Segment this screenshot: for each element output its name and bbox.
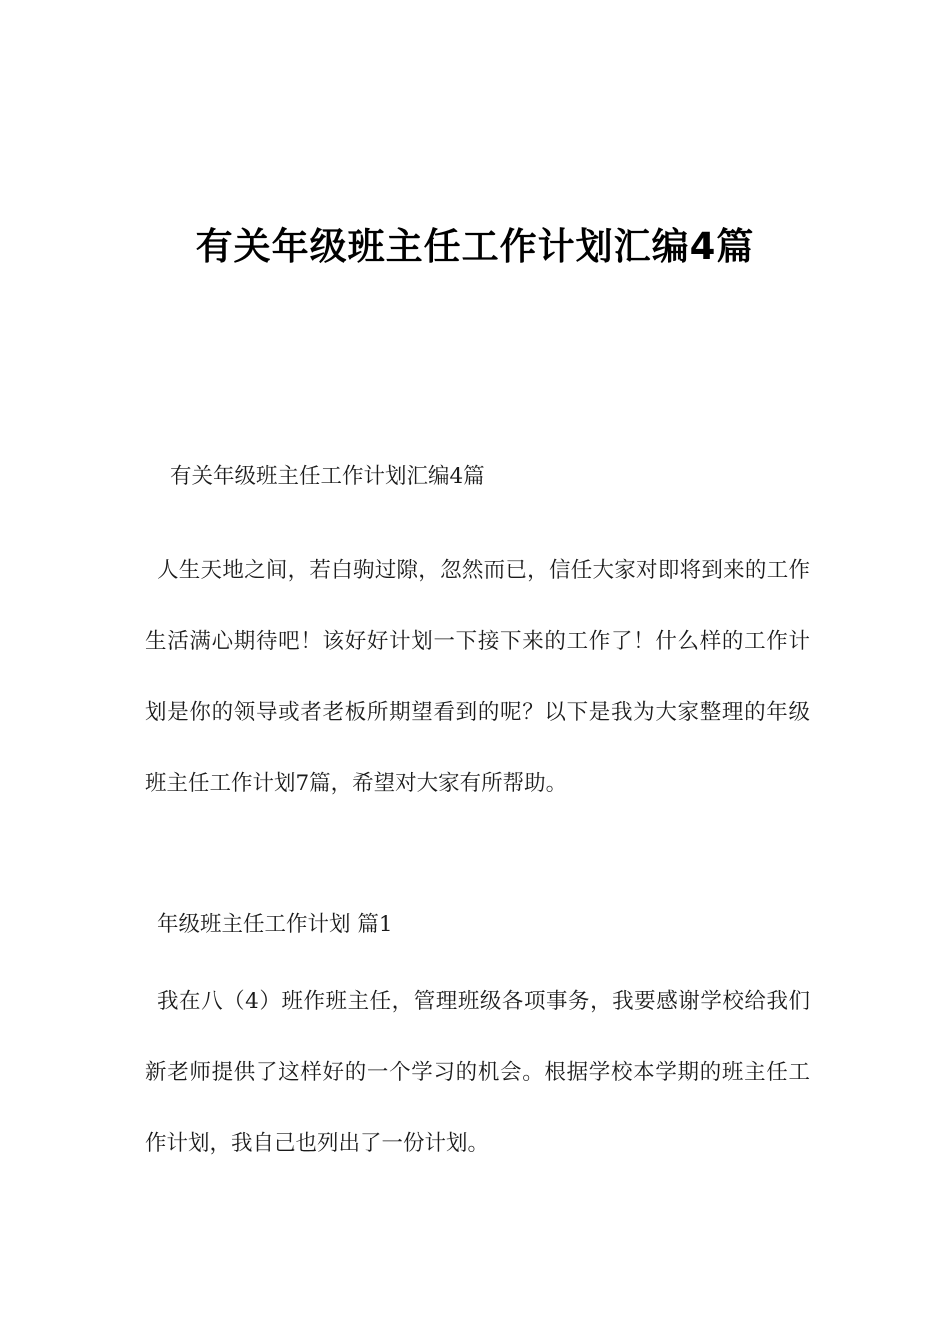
section-paragraph: 我在八（4）班作班主任，管理班级各项事务，我要感谢学校给我们新老师提供了这样好的一个学习的机会。根据学校本学期的班主任工作计划，我自己也列出了一份计划。 [145,989,810,1156]
document-title: 有关年级班主任工作计划汇编4篇 [195,225,755,268]
intro-paragraph: 人生天地之间，若白驹过隙，忽然而已，信任大家对即将到来的工作生活满心期待吧！该好好计划一下接下来的工作了！什么样的工作计划是你的领导或者老板所期望看到的呢？以下是我为大家整理的年级班主任工作计划7篇，希望对大家有所帮助。 [145,558,810,796]
section-heading: 年级班主任工作计划 篇1 [157,912,393,937]
document-subtitle: 有关年级班主任工作计划汇编4篇 [170,464,485,489]
